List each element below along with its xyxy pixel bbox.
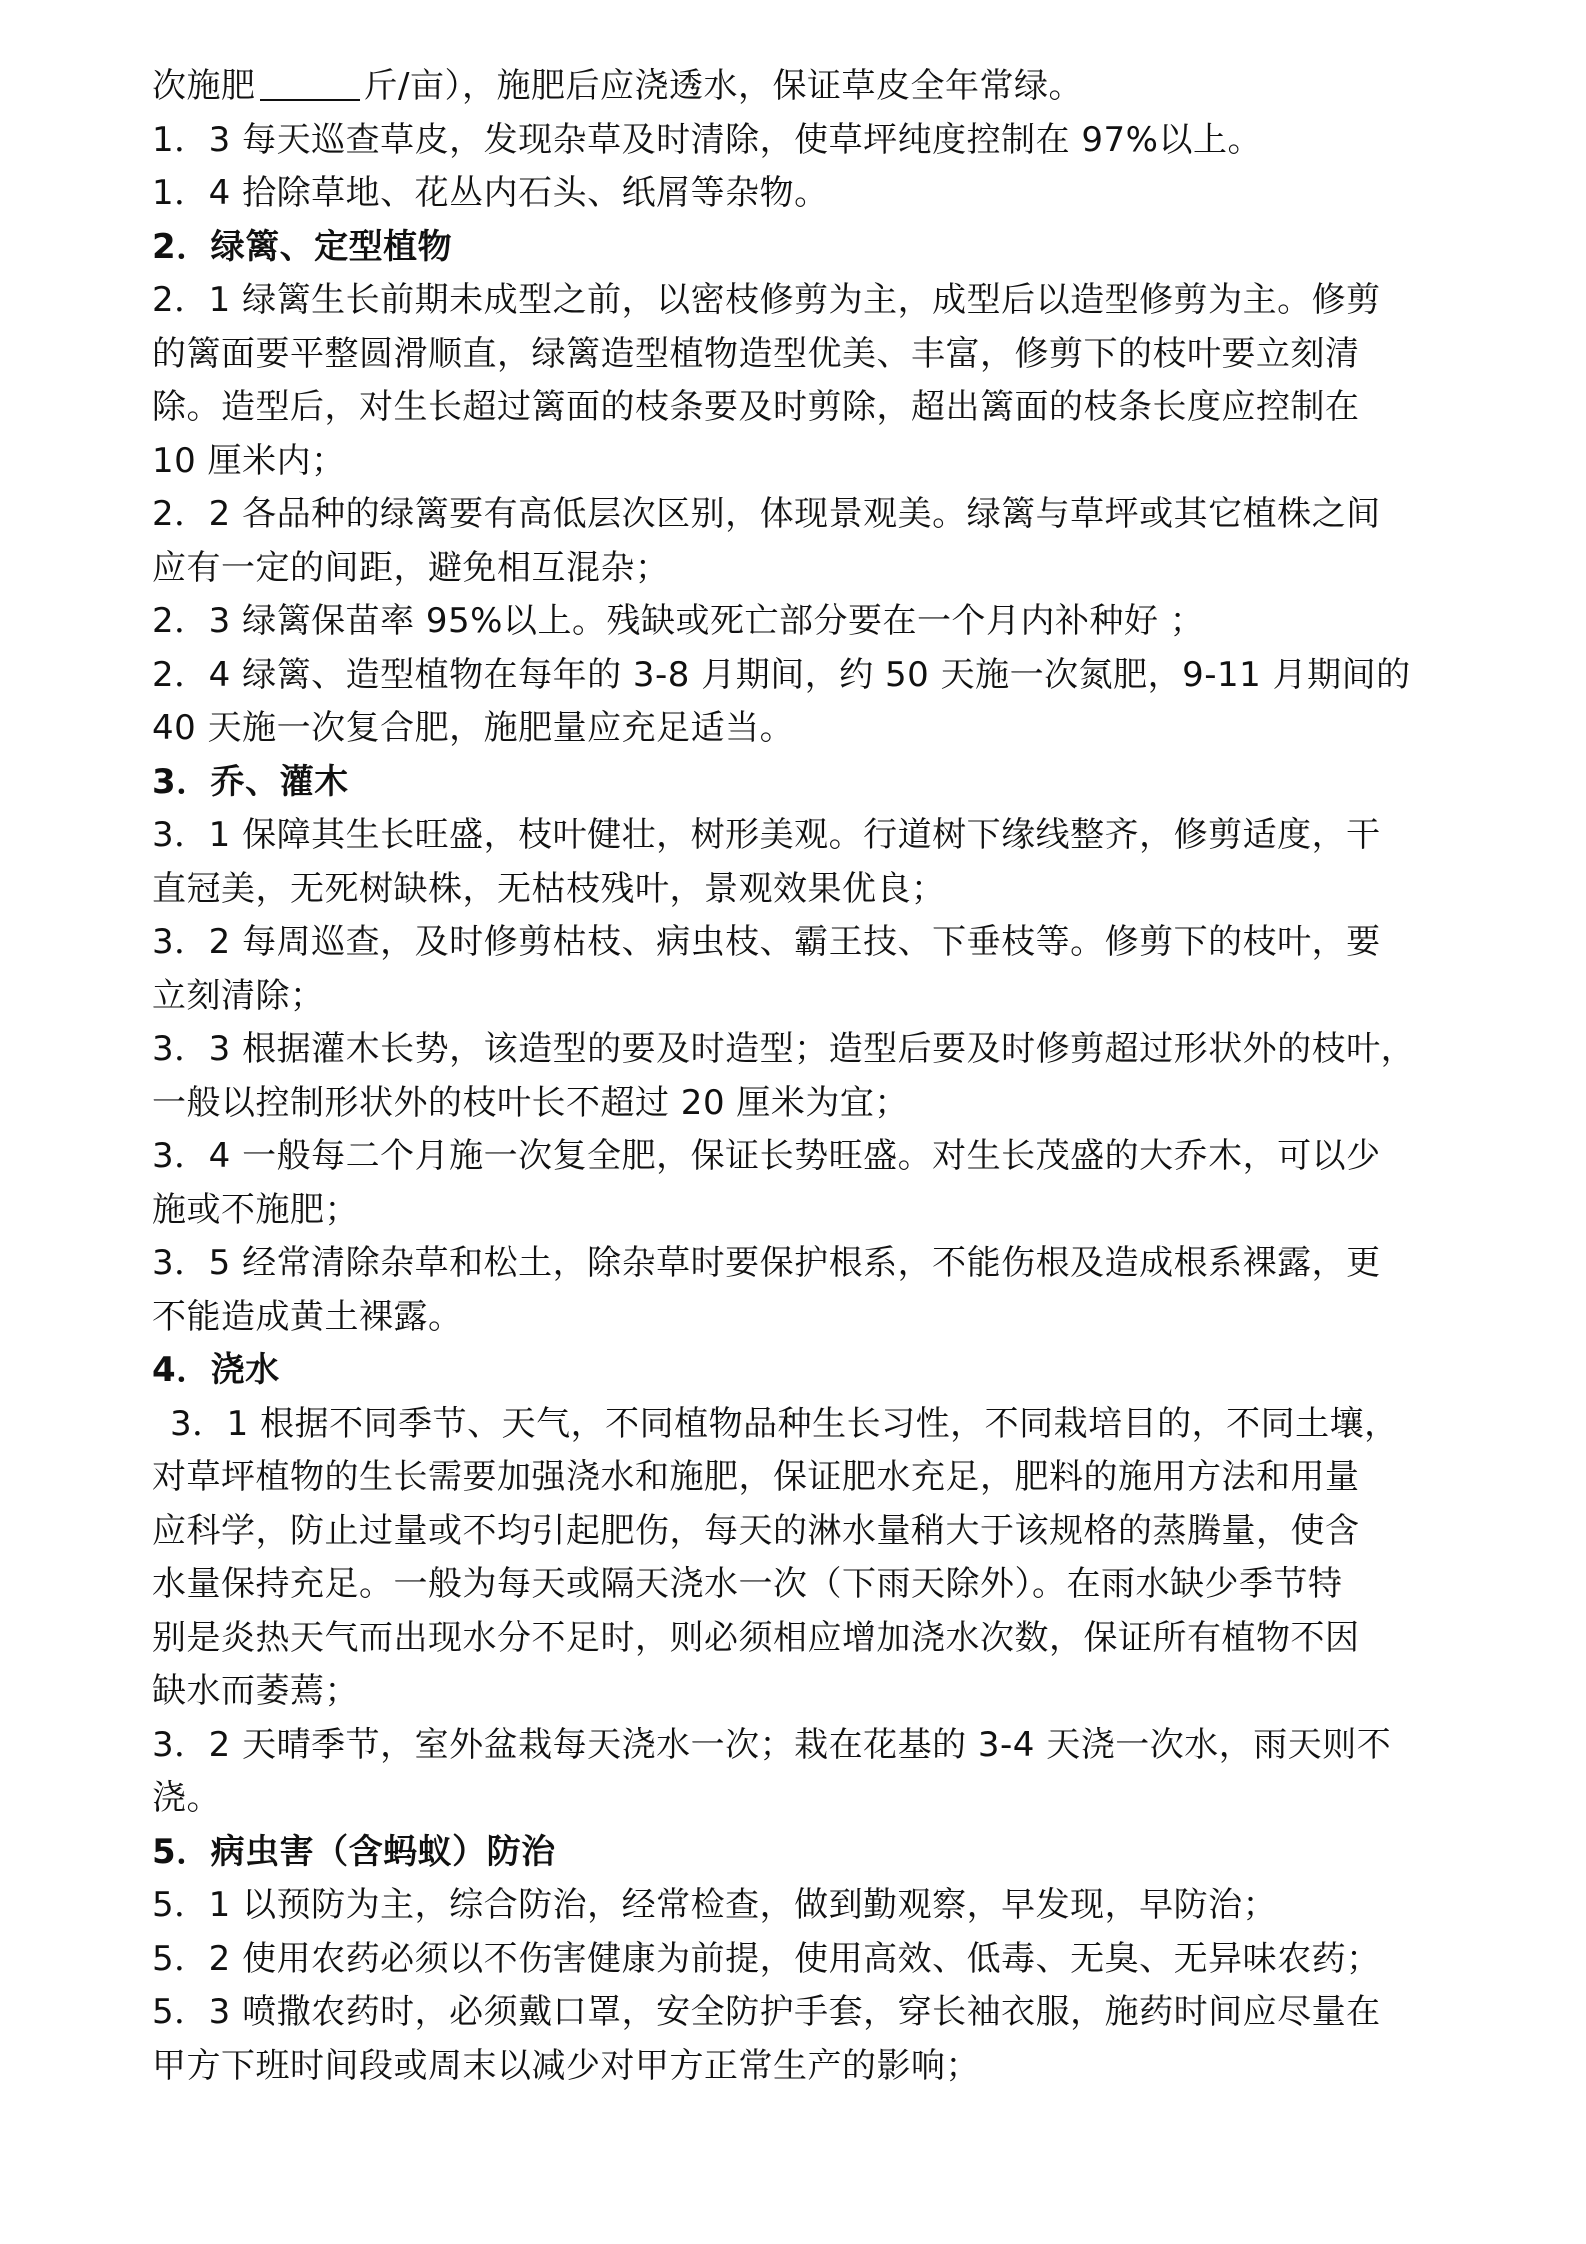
text-line: 3．1 保障其生长旺盛，枝叶健壮，树形美观。行道树下缘线整齐，修剪适度，干 — [152, 815, 1381, 855]
text-line: 1．3 每天巡查草皮，发现杂草及时清除，使草坪纯度控制在 97%以上。 — [152, 119, 1262, 160]
text-line: 立刻清除； — [152, 975, 325, 1016]
text-line: 3．3 根据灌木长势，该造型的要及时造型；造型后要及时修剪超过形状外的枝叶， — [152, 1029, 1416, 1069]
text-line: 别是炎热天气而出现水分不足时，则必须相应增加浇水次数，保证所有植物不因 — [152, 1617, 1360, 1658]
text-line: 一般以控制形状外的枝叶长不超过 20 厘米为宜； — [152, 1082, 909, 1123]
text-line: 3．2 每周巡查，及时修剪枯枝、病虫枝、霸王技、下垂枝等。修剪下的枝叶，要 — [152, 922, 1381, 962]
text-line: 2．1 绿篱生长前期未成型之前，以密枝修剪为主，成型后以造型修剪为主。修剪 — [152, 280, 1381, 320]
text-line: 对草坪植物的生长需要加强浇水和施肥，保证肥水充足，肥料的施用方法和用量 — [152, 1457, 1360, 1497]
text-line: 10 厘米内； — [152, 440, 346, 481]
text-line: 3．4 一般每二个月施一次复全肥，保证长势旺盛。对生长茂盛的大乔木，可以少 — [152, 1136, 1381, 1176]
text-line: 甲方下班时间段或周末以减少对甲方正常生产的影响； — [152, 2045, 980, 2086]
text-line: 40 天施一次复合肥，施肥量应充足适当。 — [152, 708, 795, 748]
text-line: 2．2 各品种的绿篱要有高低层次区别，体现景观美。绿篱与草坪或其它植株之间 — [152, 494, 1381, 534]
section-heading: 4．浇水 — [152, 1350, 280, 1390]
text-line: 施或不施肥； — [152, 1189, 359, 1230]
section-heading: 3．乔、灌木 — [152, 761, 349, 802]
section-heading: 2．绿篱、定型植物 — [152, 226, 453, 267]
text-line: 3．1 根据不同季节、天气，不同植物品种生长习性，不同栽培目的，不同土壤， — [170, 1403, 1399, 1444]
text-line: 的篱面要平整圆滑顺直，绿篱造型植物造型优美、丰富，修剪下的枝叶要立刻清 — [152, 333, 1360, 374]
text-line: 除。造型后，对生长超过篱面的枝条要及时剪除，超出篱面的枝条长度应控制在 — [152, 387, 1360, 427]
text-line: 3．2 天晴季节，室外盆栽每天浇水一次；栽在花基的 3-4 天浇一次水，雨天则不 — [152, 1724, 1392, 1765]
fill-in-blank — [260, 65, 360, 101]
text-line: 5．1 以预防为主，综合防治，经常检查，做到勤观察，早发现，早防治； — [152, 1885, 1278, 1925]
line-text-after-blank: 斤/亩），施肥后应浇透水，保证草皮全年常绿。 — [363, 66, 1083, 106]
text-line: 1．4 拾除草地、花丛内石头、纸屑等杂物。 — [152, 173, 829, 213]
text-line: 5．3 喷撒农药时，必须戴口罩，安全防护手套，穿长袖衣服，施药时间应尽量在 — [152, 1992, 1381, 2032]
document-page — [152, 60, 1492, 2093]
text-line: 2．4 绿篱、造型植物在每年的 3-8 月期间，约 50 天施一次氮肥，9-11 月期间的 — [152, 654, 1411, 695]
text-line: 2．3 绿篱保苗率 95%以上。残缺或死亡部分要在一个月内补种好 ； — [152, 601, 1205, 641]
text-line: 直冠美，无死树缺株，无枯枝残叶，景观效果优良； — [152, 868, 946, 909]
section-heading: 5．病虫害（含蚂蚁）防治 — [152, 1831, 556, 1872]
text-line: 水量保持充足。一般为每天或隔天浇水一次（下雨天除外）。在雨水缺少季节特 — [152, 1564, 1343, 1604]
text-line: 5．2 使用农药必须以不伤害健康为前提，使用高效、低毒、无臭、无异味农药； — [152, 1938, 1381, 1979]
line-text-before-blank: 次施肥 — [152, 66, 256, 106]
text-line: 浇。 — [152, 1778, 221, 1818]
text-line: 3．5 经常清除杂草和松土，除杂草时要保护根系，不能伤根及造成根系裸露，更 — [152, 1243, 1381, 1283]
text-line: 应有一定的间距，避免相互混杂； — [152, 547, 670, 588]
text-line: 缺水而萎蔫； — [152, 1671, 359, 1711]
text-line-with-blank — [152, 60, 1492, 114]
text-line: 不能造成黄土裸露。 — [152, 1296, 463, 1337]
text-line: 应科学，防止过量或不均引起肥伤，每天的淋水量稍大于该规格的蒸腾量，使含 — [152, 1510, 1360, 1551]
